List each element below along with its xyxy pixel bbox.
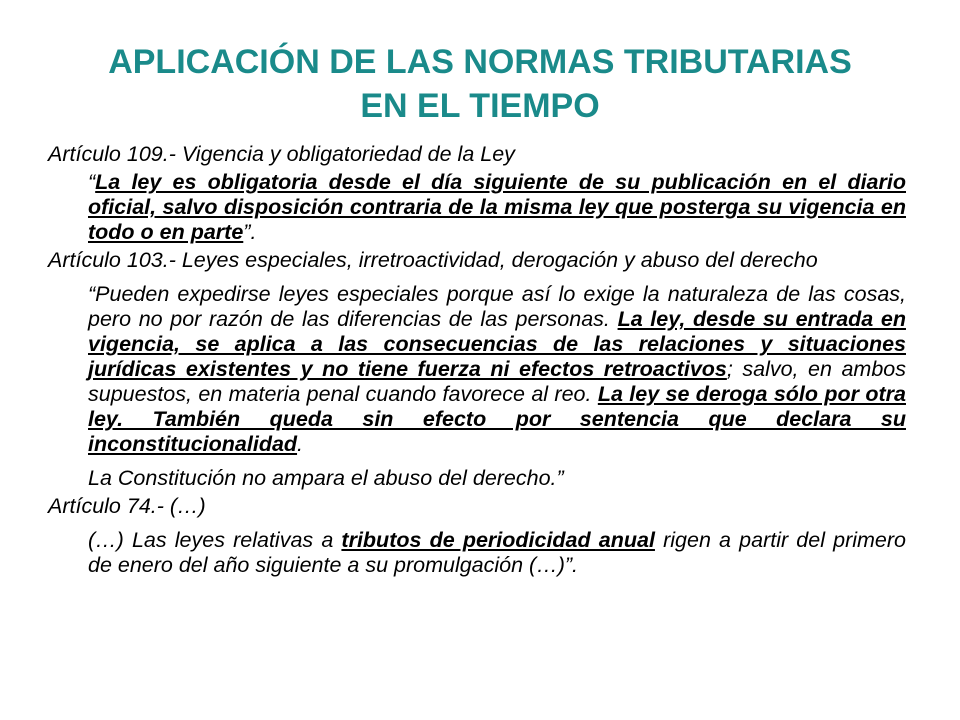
article-103-end: . [297,432,304,456]
article-74-text-1: (…) Las leyes relativas a [88,528,342,552]
article-103-heading: Artículo 103.- Leyes especiales, irretroactividad, derogación y abuso del derecho [48,248,818,272]
article-74-text-2: rigen a partir del primero de enero del año siguiente a su promulgación (…)”. [88,528,906,577]
article-74-heading: Artículo 74.- (…) [48,494,206,518]
slide-title [40,40,920,128]
slide-body [48,142,906,581]
article-109-emphasis: La ley es obligatoria desde el día siguiente de su publicación en el diario oficial, salvo disposición contraria de la misma ley que posterga su vigencia en todo o en parte [88,170,906,244]
article-103-text-2: ; salvo, en ambos supuestos, en materia penal cuando favorece al reo. [88,357,906,406]
slide-title-line-1: APLICACIÓN DE LAS NORMAS TRIBUTARIAS [108,43,852,81]
article-103-emphasis-1: La ley, desde su entrada en vigencia, se aplica a las consecuencias de las relaciones y situaciones jurídicas existentes y no tiene fuerza ni efectos retroactivos [88,307,906,381]
article-109-open-quote: “ [88,170,96,194]
article-109-heading: Artículo 109.- Vigencia y obligatoriedad de la Ley [48,142,515,166]
article-103-emphasis-2: La ley se deroga sólo por otra ley. También queda sin efecto por sentencia que declara su inconstitucionalidad [88,382,906,456]
article-74-emphasis: tributos de periodicidad anual [341,528,655,552]
article-103-quote [88,282,906,457]
article-74-quote [88,528,906,578]
article-109-quote [88,170,906,245]
article-109-close-quote: ”. [243,220,257,244]
article-103-closing: La Constitución no ampara el abuso del derecho.” [88,466,564,490]
article-103-text-1: “Pueden expedirse leyes especiales porque así lo exige la naturaleza de las cosas, pero no por razón de las diferencias de las personas. [88,282,906,331]
slide-title-line-2: EN EL TIEMPO [360,87,600,125]
